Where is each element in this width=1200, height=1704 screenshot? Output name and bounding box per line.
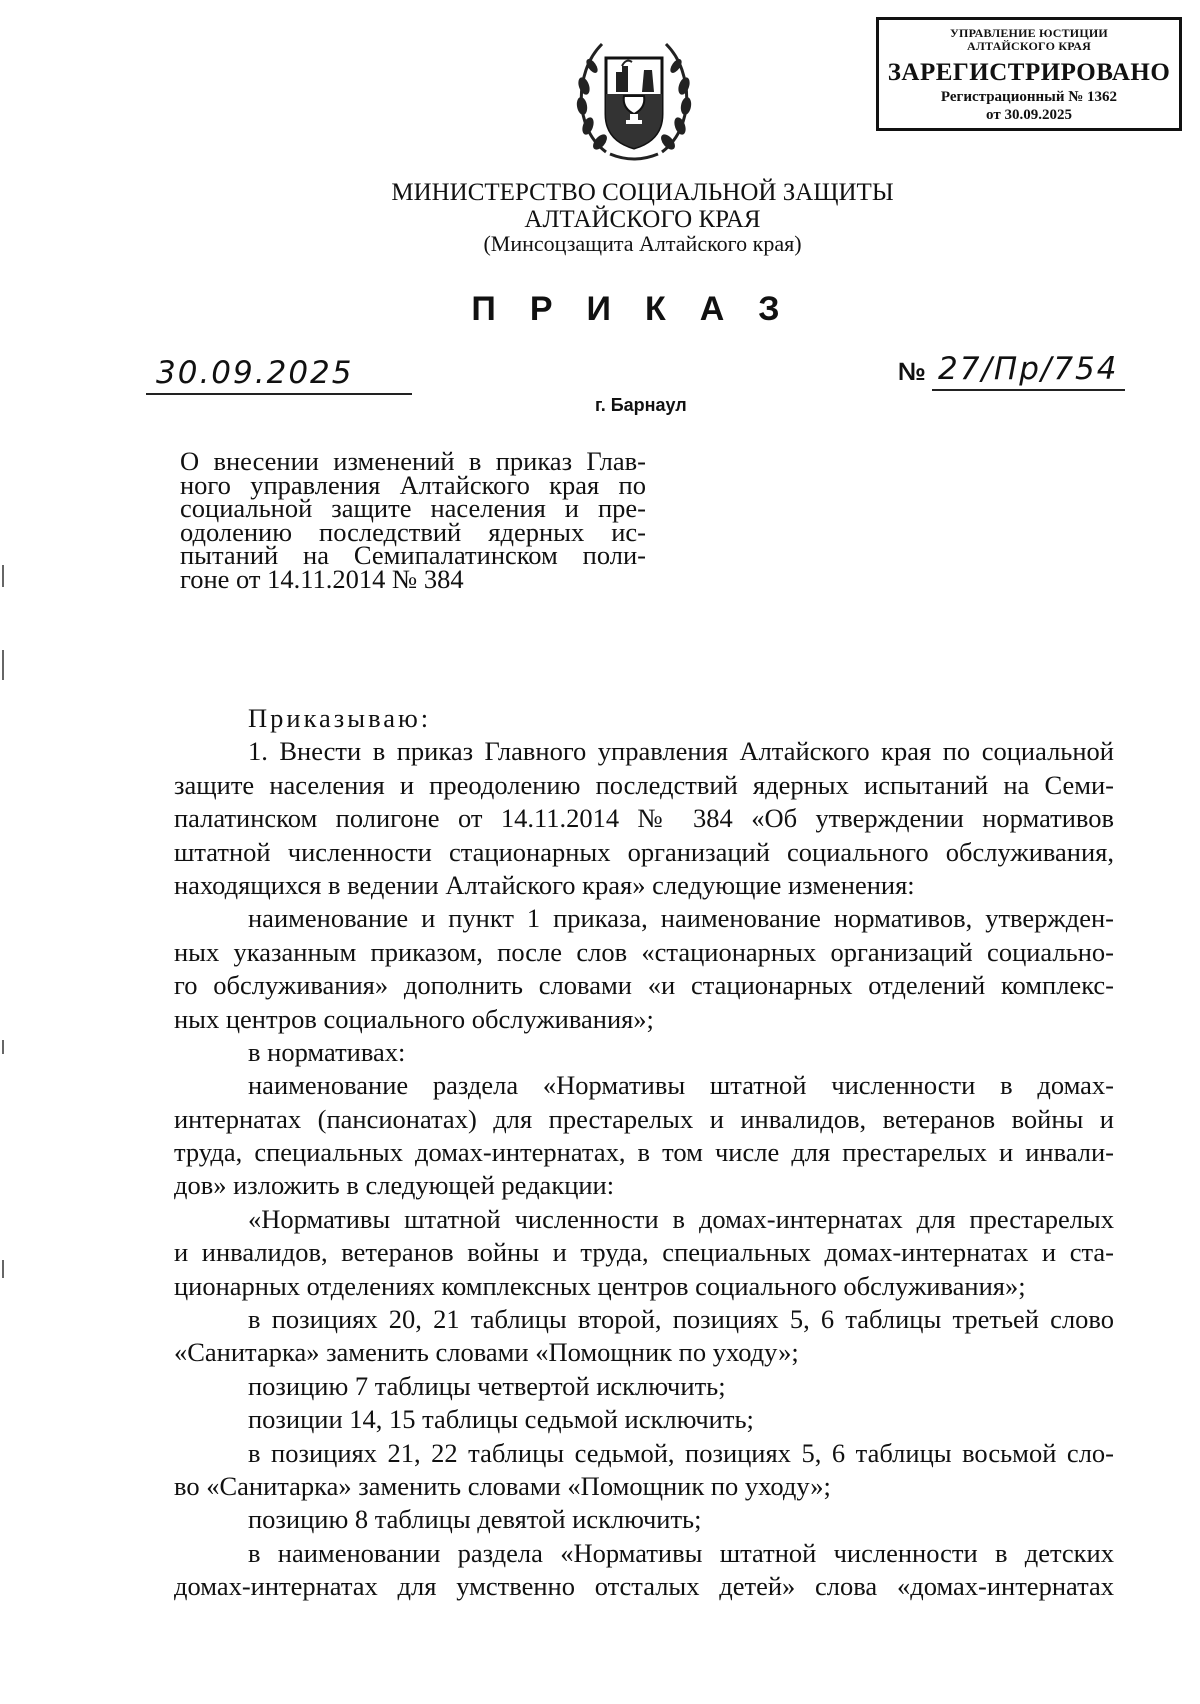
- ministry-name-line1: МИНИСТЕРСТВО СОЦИАЛЬНОЙ ЗАЩИТЫ: [391, 179, 894, 206]
- body-line: ных указанным приказом, после слов «стационарных организаций социально-: [174, 936, 1114, 967]
- body-line: палатинском полигоне от 14.11.2014 № 384 «Об утверждении нормативов: [174, 803, 1114, 834]
- body-line: находящихся в ведении Алтайского края» следующие изменения:: [174, 869, 915, 900]
- subject-line: социальной защите населения и пре-: [180, 493, 646, 523]
- subject-line: пытаний на Семипалатинском поли-: [180, 540, 646, 570]
- scan-margin-mark: [2, 1040, 4, 1054]
- body-line: защите населения и преодолению последствий ядерных испытаний на Семи-: [174, 769, 1114, 800]
- subject-line: О внесении изменений в приказ Глав-: [180, 446, 646, 476]
- subject-line: одолению последствий ядерных ис-: [180, 516, 646, 547]
- stamp-org-line1: УПРАВЛЕНИЕ ЮСТИЦИИ: [950, 26, 1108, 40]
- body-line: в нормативах:: [248, 1036, 406, 1067]
- body-line: дов» изложить в следующей редакции:: [174, 1170, 615, 1201]
- order-number: 27/Пр/754: [938, 351, 1119, 387]
- scan-margin-mark: [2, 1260, 4, 1278]
- order-date: 30.09.2025: [156, 355, 354, 391]
- body-line: «Санитарка» заменить словами «Помощник по уходу»;: [174, 1337, 799, 1368]
- body-line: труда, специальных домах-интернатах, в том числе для престарелых и инвали-: [174, 1137, 1114, 1168]
- body-line: и инвалидов, ветеранов войны и труда, специальных домах-интернатах и ста-: [174, 1237, 1114, 1268]
- body-line: домах-интернатах для умственно отсталых детей» слова «домах-интернатах: [174, 1571, 1114, 1602]
- body-line: го обслуживания» дополнить словами «и стационарных отделений комплекс-: [174, 970, 1114, 1001]
- ministry-short-name: (Минсоцзащита Алтайского края): [483, 231, 802, 256]
- body-line: позицию 7 таблицы четвертой исключить;: [248, 1370, 726, 1401]
- subject-line: гоне от 14.11.2014 № 384: [180, 563, 464, 594]
- body-line: позицию 8 таблицы девятой исключить;: [248, 1504, 702, 1535]
- document-type-title: ПРИКАЗ: [471, 290, 814, 328]
- body-line: в наименовании раздела «Нормативы штатной численности в детских: [248, 1537, 1114, 1568]
- body-line: «Нормативы штатной численности в домах-интернатах для престарелых: [248, 1203, 1114, 1234]
- order-subject: [180, 446, 646, 594]
- subject-line: ного управления Алтайского края по: [180, 469, 646, 500]
- stamp-date: от 30.09.2025: [986, 107, 1072, 123]
- body-line-directive: Приказываю:: [248, 703, 432, 733]
- city: г. Барнаул: [595, 395, 687, 415]
- body-line: интернатах (пансионатах) для престарелых и инвалидов, ветеранов войны и: [174, 1103, 1114, 1134]
- body-line: наименование раздела «Нормативы штатной численности в домах-: [248, 1070, 1114, 1101]
- altai-krai-coat-of-arms-icon: [572, 36, 696, 164]
- order-number-field: [932, 352, 1125, 391]
- body-line: во «Санитарка» заменить словами «Помощник по уходу»;: [174, 1470, 831, 1501]
- body-line: позиции 14, 15 таблицы седьмой исключить;: [248, 1404, 754, 1435]
- body-line: 1. Внести в приказ Главного управления Алтайского края по социальной: [248, 736, 1114, 767]
- number-sign: №: [898, 358, 926, 386]
- scan-margin-mark: [2, 650, 4, 680]
- body-line: наименование и пункт 1 приказа, наименование нормативов, утвержден-: [248, 903, 1114, 934]
- stamp-reg-number: Регистрационный № 1362: [940, 89, 1118, 105]
- order-body: [174, 702, 1114, 1604]
- stamp-org-line2: АЛТАЙСКОГО КРАЯ: [967, 39, 1091, 53]
- order-date-field: [146, 355, 412, 395]
- body-line: ных центров социального обслуживания»;: [174, 1003, 654, 1034]
- stamp-status: ЗАРЕГИСТРИРОВАНО: [887, 59, 1171, 86]
- body-line: ционарных отделениях комплексных центров социального обслуживания»;: [174, 1270, 1026, 1301]
- body-line: штатной численности стационарных организаций социального обслуживания,: [174, 836, 1114, 867]
- registration-stamp: [876, 17, 1182, 131]
- ministry-name-line2: АЛТАЙСКОГО КРАЯ: [524, 206, 761, 233]
- body-line: в позициях 21, 22 таблицы седьмой, позициях 5, 6 таблицы восьмой сло-: [248, 1437, 1114, 1468]
- body-line: в позициях 20, 21 таблицы второй, позициях 5, 6 таблицы третьей слово: [248, 1304, 1114, 1335]
- scan-margin-mark: [2, 565, 4, 587]
